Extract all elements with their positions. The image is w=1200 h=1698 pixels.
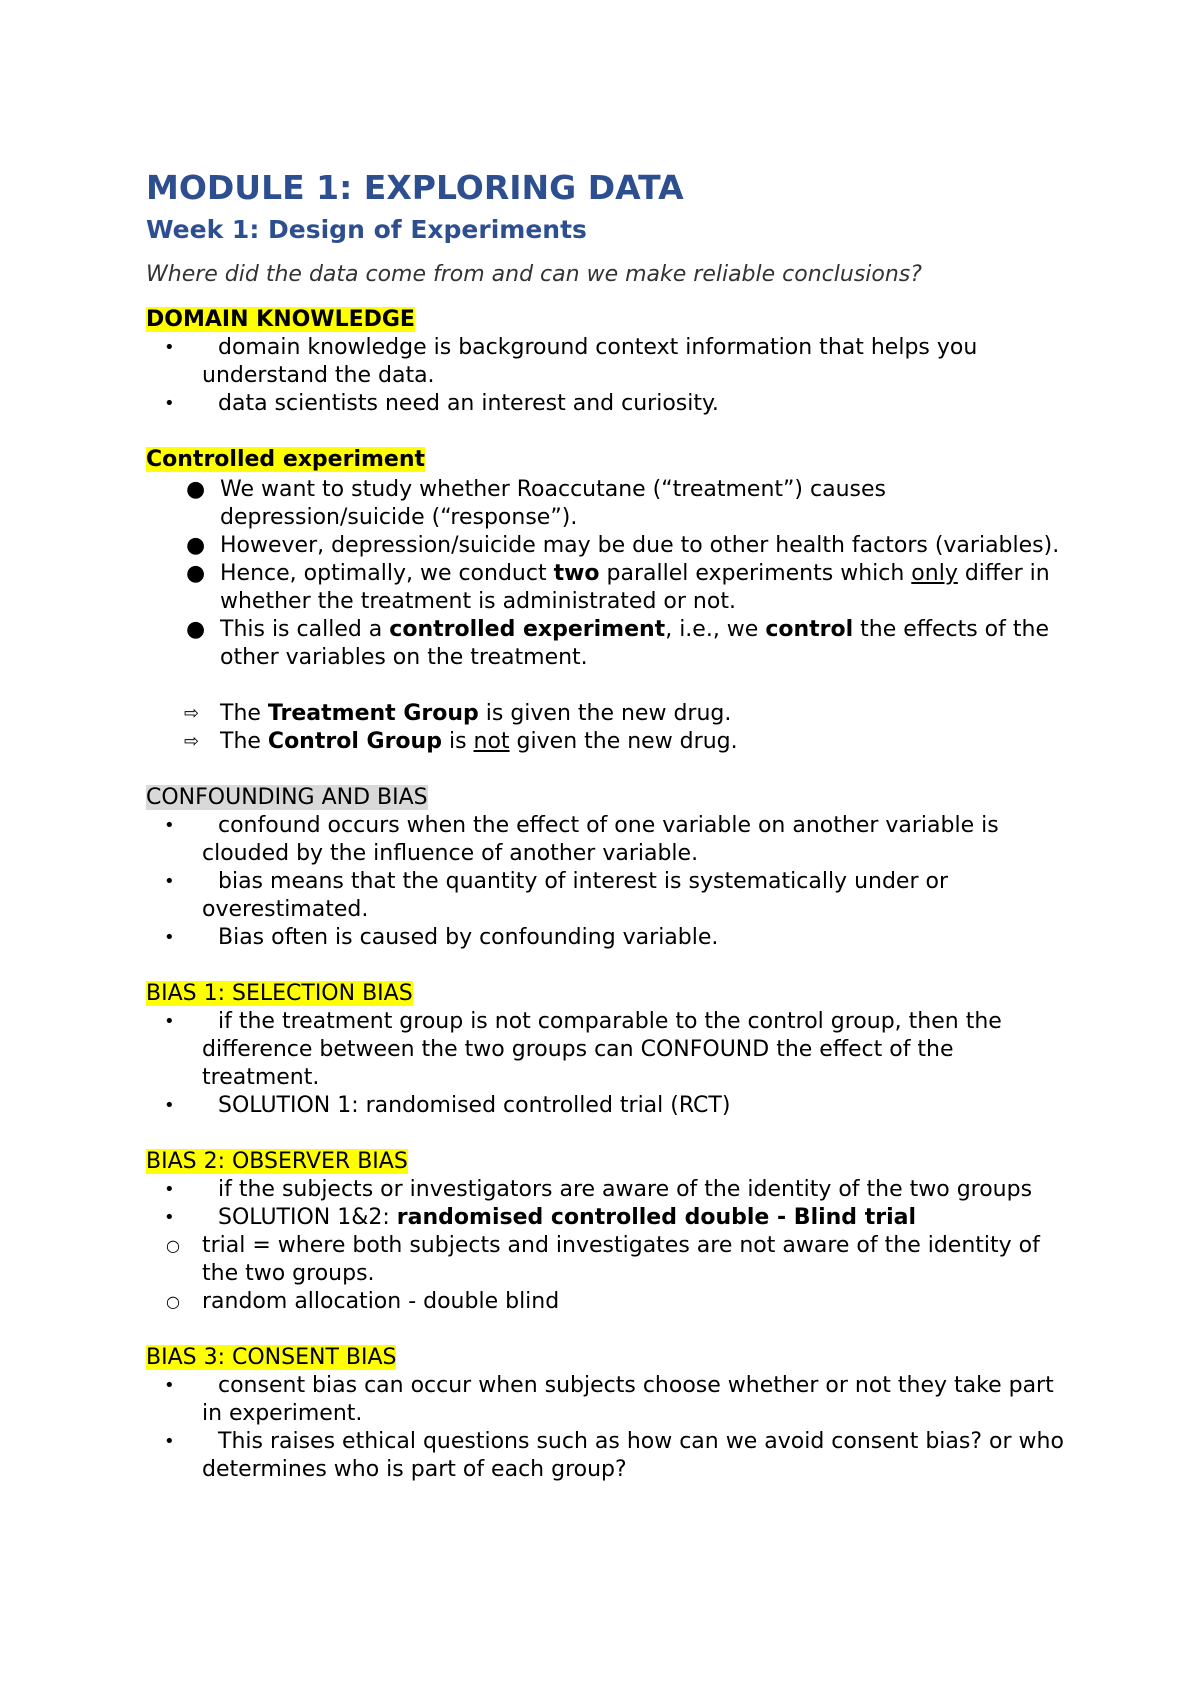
list-item: ● This is called a controlled experiment, i.e., we control the effects of the other variables on the treatment. — [186, 617, 1049, 670]
bullet-marker: ● — [186, 477, 206, 502]
list-item: • domain knowledge is background context information that helps you understand the data. — [164, 335, 978, 388]
page-title: MODULE 1: EXPLORING DATA — [146, 168, 684, 207]
bullet-marker: • — [164, 1207, 175, 1228]
section-heading-bias-1: BIAS 1: SELECTION BIAS — [146, 981, 413, 1006]
bullet-marker: ● — [186, 533, 206, 558]
document-content — [146, 168, 1066, 1484]
bullet-marker: • — [164, 871, 175, 892]
bullet-marker: • — [164, 1375, 175, 1396]
list-item: • data scientists need an interest and curiosity. — [164, 391, 719, 416]
section-heading-confounding: CONFOUNDING AND BIAS — [146, 785, 428, 810]
section-heading-bias-3: BIAS 3: CONSENT BIAS — [146, 1345, 397, 1370]
arrow-icon: ⇨ — [184, 703, 200, 724]
list-item: • consent bias can occur when subjects choose whether or not they take part in experiment. — [164, 1373, 1054, 1426]
bullet-marker: ● — [186, 561, 206, 586]
page-subtitle: Week 1: Design of Experiments — [146, 215, 587, 244]
bullet-marker: • — [164, 1095, 175, 1116]
domain-knowledge-list — [146, 334, 1066, 418]
bullet-marker: • — [164, 393, 175, 414]
bullet-marker: • — [164, 1431, 175, 1452]
list-item: • if the treatment group is not comparable to the control group, then the difference between the two groups can CONFOUND the effect of the treatment. — [164, 1009, 1002, 1090]
bullet-marker: • — [164, 815, 175, 836]
list-item: ● Hence, optimally, we conduct two parallel experiments which only differ in whether the treatment is administrated or not. — [186, 561, 1050, 614]
section-bias-2 — [146, 1148, 1066, 1316]
bias-1-list — [146, 1008, 1066, 1120]
controlled-experiment-list — [146, 476, 1066, 672]
section-bias-1 — [146, 980, 1066, 1120]
section-controlled-experiment — [146, 446, 1066, 756]
list-item: • if the subjects or investigators are aware of the identity of the two groups — [164, 1177, 1033, 1202]
confounding-list — [146, 812, 1066, 952]
list-item: • SOLUTION 1: randomised controlled trial (RCT) — [164, 1093, 731, 1118]
list-item: • bias means that the quantity of interest is systematically under or overestimated. — [164, 869, 948, 922]
bullet-marker: ● — [186, 617, 206, 642]
list-item: • This raises ethical questions such as how can we avoid consent bias? or who determines who is part of each group? — [164, 1429, 1064, 1482]
list-item: ⇨ The Treatment Group is given the new drug. — [184, 701, 732, 726]
section-bias-3 — [146, 1344, 1066, 1484]
bullet-marker: • — [164, 1011, 175, 1032]
section-heading-controlled-experiment: Controlled experiment — [146, 447, 426, 472]
list-item: ● However, depression/suicide may be due to other health factors (variables). — [186, 533, 1060, 558]
list-item: ● We want to study whether Roaccutane (“treatment”) causes depression/suicide (“response”). — [186, 477, 886, 530]
bullet-marker: • — [164, 337, 175, 358]
hollow-circle-icon: ○ — [166, 1292, 180, 1311]
group-arrow-list — [146, 700, 1066, 756]
section-domain-knowledge — [146, 306, 1066, 418]
list-item: • SOLUTION 1&2: randomised controlled double - Blind trial — [164, 1205, 917, 1230]
bias-3-list — [146, 1372, 1066, 1484]
list-item: ⇨ The Control Group is not given the new drug. — [184, 729, 738, 754]
section-heading-bias-2: BIAS 2: OBSERVER BIAS — [146, 1149, 408, 1174]
bias-2-sublist — [146, 1232, 1066, 1316]
bias-2-list — [146, 1176, 1066, 1232]
bullet-marker: • — [164, 1179, 175, 1200]
arrow-icon: ⇨ — [184, 731, 200, 752]
list-item: ○ trial = where both subjects and investigates are not aware of the identity of the two groups. — [166, 1233, 1040, 1286]
list-item: • Bias often is caused by confounding variable. — [164, 925, 719, 950]
list-item: ○ random allocation - double blind — [166, 1289, 560, 1314]
hollow-circle-icon: ○ — [166, 1236, 180, 1255]
bullet-marker: • — [164, 927, 175, 948]
section-heading-domain-knowledge: DOMAIN KNOWLEDGE — [146, 307, 415, 332]
guiding-question: Where did the data come from and can we make reliable conclusions? — [146, 262, 922, 287]
section-confounding — [146, 784, 1066, 952]
list-item: • confound occurs when the effect of one variable on another variable is clouded by the influence of another variable. — [164, 813, 999, 866]
